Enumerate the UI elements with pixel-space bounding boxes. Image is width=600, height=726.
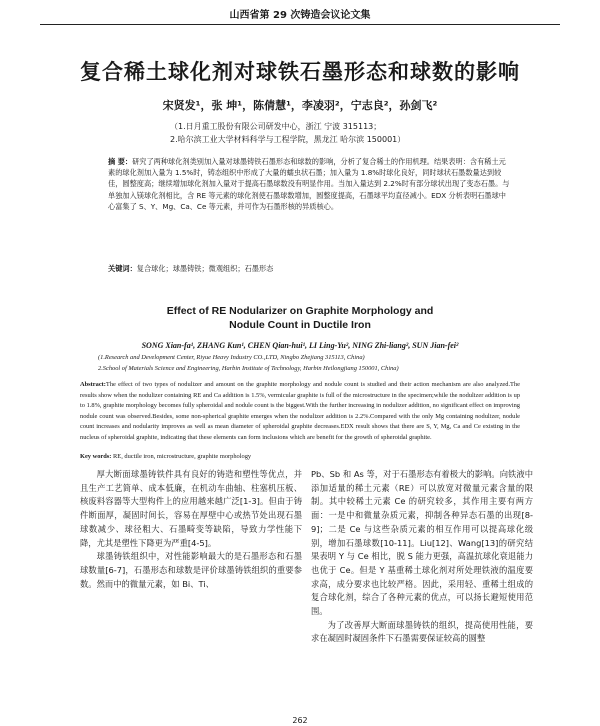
keywords-chinese xyxy=(108,264,512,274)
keywords-english-label: Key words: xyxy=(80,453,112,460)
body-paragraph: 厚大断面球墨铸铁件具有良好的铸造和塑性等优点，并且生产工艺简单、成本低廉，在机动车曲轴、柱塞机压板、核废料容器等大型构件上的应用越来越广泛[1-3]。但由于铸件断面厚，凝固时间长，容易在厚壁中心或热节处出现石墨球数减少、球径粗大、石墨畸变等缺陷，导致力学性能下降，尤其是塑性下降更为严重[4-5]。 xyxy=(80,469,302,548)
abstract-chinese-text: 研究了两种球化剂类别加入量对球墨铸铁石墨形态和球数的影响，分析了复合稀土的作用机理。结果表明：含有稀土元素的球化剂加入量为 1.5%时，铸态组织中形成了大量的蠕虫状石墨；加入量为 1.8%时球化良好，同时球状石墨数量达到较佳，圆整度高；继续增加球化剂加入量对于提高石墨球数没有明显作用。当加入量达到 2.2%时有部分球状出现了变态石墨。与单独加入镁球化剂相比，含 RE 等元素的球化剂使石墨球数增加，圆整度提高，石墨球平均直径减小。EDX 分析表明石墨球中心富集了 S、Y、Mg、Ca、Ce 等元素，并可作为石墨形核的异质核心。 xyxy=(108,157,510,211)
authors-chinese: 宋贤发¹，张 坤¹，陈倩慧¹，李凌羽²，宁志良²，孙剑飞² xyxy=(162,99,438,112)
authors-english: SONG Xian-fa¹, ZHANG Kun¹, CHEN Qian-hui¹, LI Ling-Yu², NING Zhi-liang², SUN Jian-fei² xyxy=(141,341,459,350)
abstract-english-text: The effect of two types of nodulizer and amount on the graphite morphology and nodule count is studied and their action mechanism are also analyzed.The results show when the nodulizer containing RE and Ca addition is 1.5%, vermicular graphite is full of the microstructure in the specimen;while the nodulizer addition is up to 1.8%, graphite morphology becomes fully spheroidal and nodule count is the biggest.With the further increasing in nodulizer addition, no significant effect on improving nodule count was observed.Besides, some non-spherical graphite emerges when the nodulizer addition is 2.2%.Compared with the only Mg containing nodulizer, nodule count increases and nodularity improves as well as mean diameter of spheroidal graphite decreases.EDX result shows that there are S, Y, Mg, Ca and Ce existing in the nucleus of spheroidal graphite, indicating that these elements can form inclusions which are benefit for the growth of spheroidal graphite. xyxy=(80,381,520,441)
affiliation-english-2: 2.School of Materials Science and Engineering, Harbin Institute of Technology, Harbin Heilongjiang 150001, China) xyxy=(98,365,399,372)
abstract-english xyxy=(80,380,520,444)
affiliation-chinese-1: （1.日月重工股份有限公司研发中心，浙江 宁波 315113； xyxy=(170,122,382,131)
title-english-line-1: Effect of RE Nodularizer on Graphite Morphology and xyxy=(166,305,434,317)
keywords-chinese-label: 关键词： xyxy=(108,264,137,273)
header-rule xyxy=(40,24,560,25)
page-number: 262 xyxy=(292,716,308,725)
title-english xyxy=(0,304,600,332)
body-paragraph: Pb、Sb 和 As 等，对于石墨形态有着极大的影响。向铁液中添加适量的稀土元素（RE）可以放宽对微量元素含量的限制。其中较稀土元素 Ce 的研究较多，其作用主要有两方面：一是中和微量杂质元素，抑制各种异态石墨的出现[8-9]；二是 Ce 与这些杂质元素的相互作用可以提高球化级别，增加石墨球数[10-11]。Liu[12]、Wang[13]的研究结果表明 Y 与 Ce 相比，脱 S 能力更强，高温抗球化衰退能力也优于 Ce。但是 Y 基重稀土球化剂对所处理铁液的温度要求高，成分要求也比较严格。因此，采用轻、重稀土组成的复合球化剂，综合了各种元素的优点，可以扬长避短使用范围。 xyxy=(311,469,533,617)
title-english-line-2: Nodule Count in Ductile Iron xyxy=(229,319,371,331)
abstract-chinese xyxy=(108,156,512,212)
body-column-left xyxy=(80,468,302,591)
body-column-right xyxy=(311,468,533,646)
abstract-chinese-label: 摘 要： xyxy=(108,157,133,166)
running-head: 山西省第 29 次铸造会议论文集 xyxy=(229,10,371,21)
affiliation-chinese-2: 2.哈尔滨工业大学材料科学与工程学院，黑龙江 哈尔滨 150001） xyxy=(170,135,406,144)
body-paragraph: 球墨铸铁组织中，对性能影响最大的是石墨形态和石墨球数量[6-7]，石墨形态和球数是评价球墨铸铁组织的重要参数。然而中的微量元素，如 Bi、Ti、 xyxy=(80,551,302,589)
title-chinese: 复合稀土球化剂对球铁石墨形态和球数的影响 xyxy=(80,60,520,84)
affiliation-english-1: (1.Research and Development Center, Riyue Heavy Industry CO.,LTD, Ningbo Zhejiang 315113, China) xyxy=(98,354,365,361)
keywords-chinese-text: 复合球化；球墨铸铁；微观组织；石墨形态 xyxy=(136,264,274,273)
abstract-english-label: Abstract: xyxy=(80,381,106,388)
keywords-english-text: RE, ductile iron, microstructure, graphite morphology xyxy=(113,453,252,460)
keywords-english xyxy=(80,453,520,460)
body-paragraph: 为了改善厚大断面球墨铸铁的组织，提高使用性能，要求在凝固时凝固条件下石墨需要保证较高的圆整 xyxy=(311,619,533,644)
